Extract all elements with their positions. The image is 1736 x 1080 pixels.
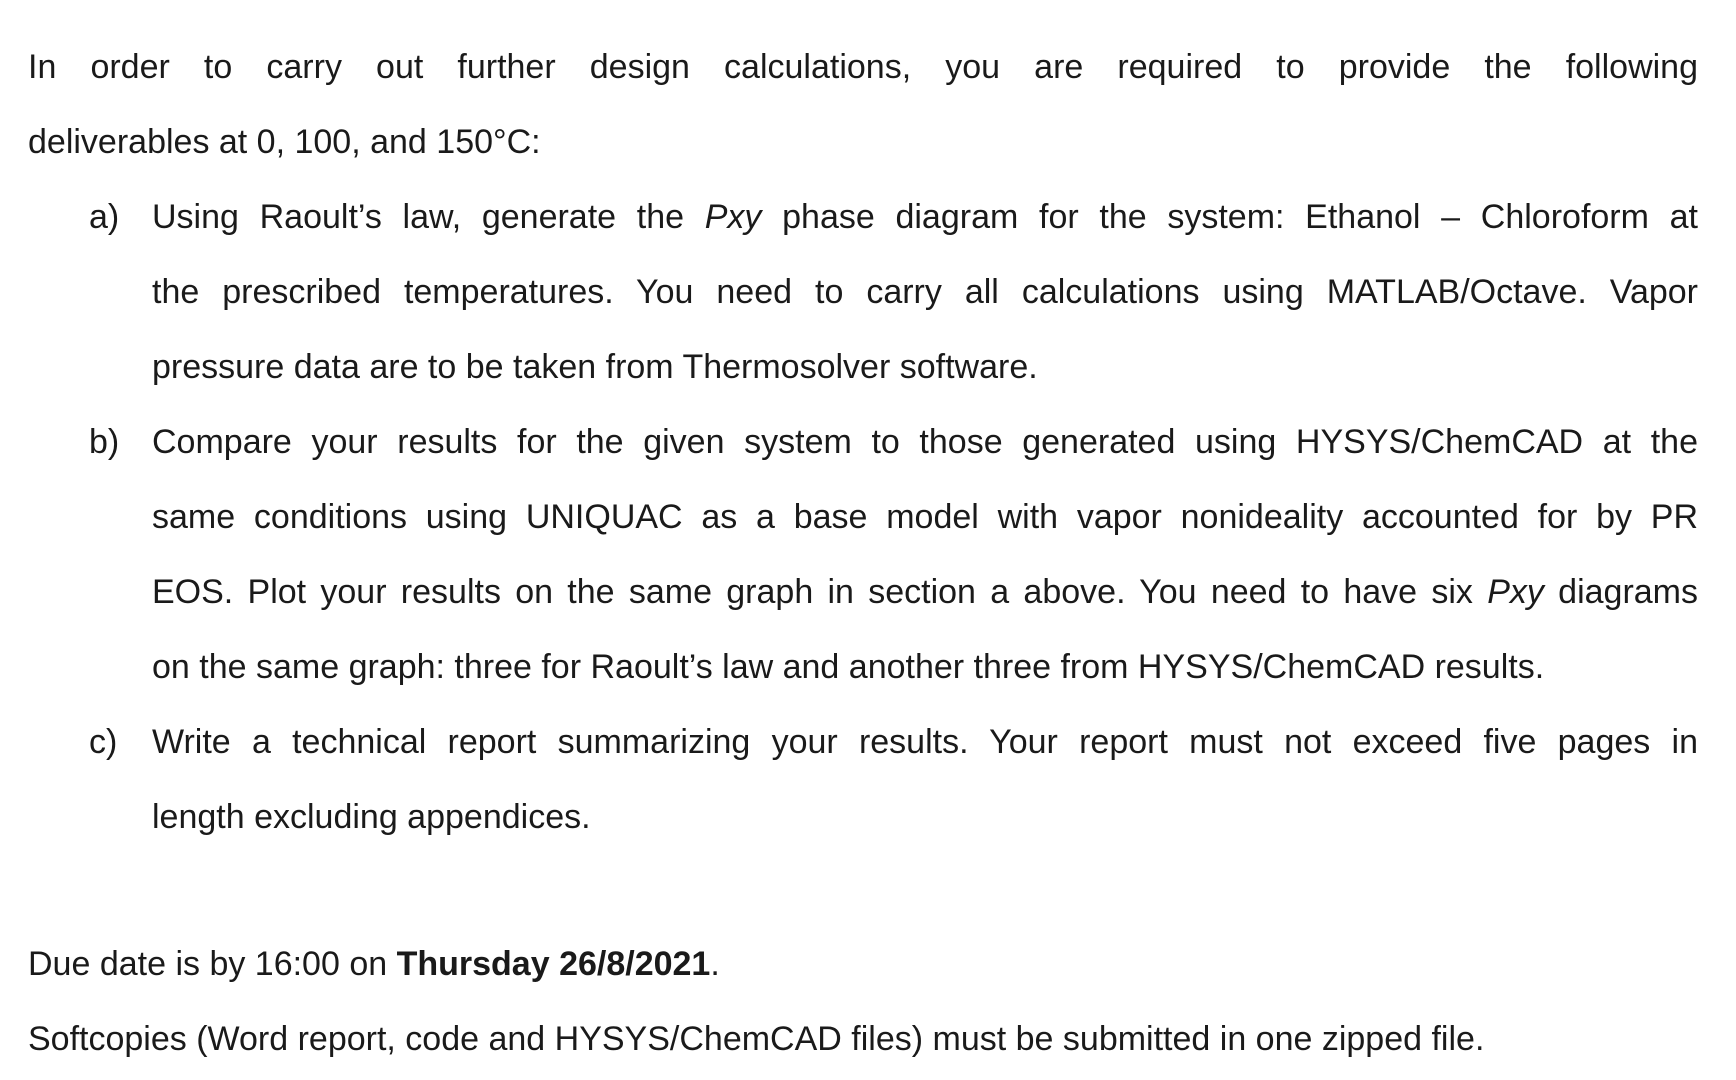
- item-c-line-1-text: Write a technical report summarizing your results. Your report must not exceed five pages in: [152, 723, 1698, 761]
- due-date-value: Thursday 26/8/2021: [396, 945, 711, 983]
- item-b-line-1-text: Compare your results for the given system to those generated using HYSYS/ChemCAD at the: [152, 423, 1698, 461]
- spacer: [28, 855, 1698, 927]
- assignment-page: [28, 30, 1698, 1077]
- item-c-marker: c): [89, 723, 118, 761]
- intro-line-2: deliverables at 0, 100, and 150°C:: [28, 123, 541, 161]
- item-a-line-2: the prescribed temperatures. You need to carry all calculations using MATLAB/Octave. Vapor: [152, 273, 1698, 311]
- item-a-pxy-term: Pxy: [704, 198, 762, 236]
- item-c-line-1: [28, 705, 1698, 780]
- deliverable-item-c: [28, 705, 1698, 855]
- item-a-line-1: [28, 180, 1698, 255]
- item-b-line-3: [28, 555, 1698, 630]
- due-date-suffix: .: [710, 945, 720, 983]
- item-b-pxy-term: Pxy: [1487, 573, 1544, 611]
- due-date-prefix: Due date is by 16:00 on: [28, 945, 397, 983]
- item-a-marker: a): [89, 198, 120, 236]
- deliverable-item-a: [28, 180, 1698, 405]
- item-c-line-2: length excluding appendices.: [152, 798, 591, 836]
- intro-line-1: In order to carry out further design calculations, you are required to provide the following: [28, 48, 1698, 86]
- due-date-line: [28, 927, 1698, 1002]
- item-a-line-1-part-1: Using Raoult’s law, generate the: [152, 198, 705, 236]
- softcopies-line: Softcopies (Word report, code and HYSYS/ChemCAD files) must be submitted in one zipped file.: [28, 1020, 1485, 1058]
- item-b-line-3-part-3: diagrams: [1543, 573, 1699, 611]
- item-b-line-4: on the same graph: three for Raoult’s law and another three from HYSYS/ChemCAD results.: [152, 648, 1545, 686]
- item-b-line-2: same conditions using UNIQUAC as a base model with vapor nonideality accounted for by PR: [152, 498, 1698, 536]
- item-a-line-3: pressure data are to be taken from Thermosolver software.: [152, 348, 1038, 386]
- deliverable-item-b: [28, 405, 1698, 705]
- item-a-line-1-part-3: phase diagram for the system: Ethanol – Chloroform at: [761, 198, 1699, 236]
- item-b-line-3-part-1: EOS. Plot your results on the same graph in section a above. You need to have six: [152, 573, 1488, 611]
- item-b-marker: b): [89, 423, 120, 461]
- item-b-line-1: [28, 405, 1698, 480]
